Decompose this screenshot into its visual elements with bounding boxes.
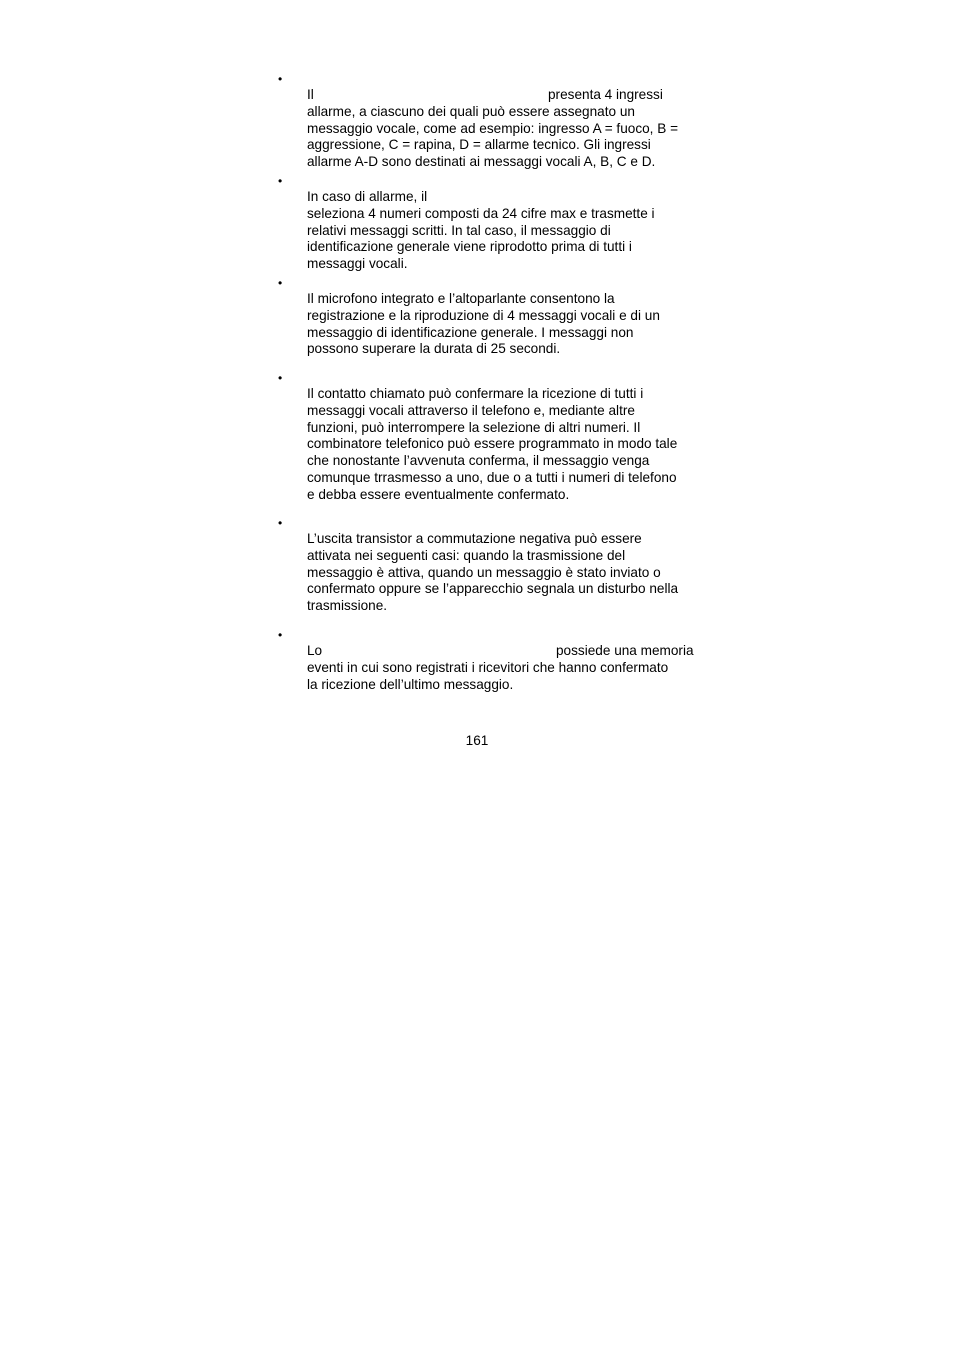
text-line: messaggio è attiva, quando un messaggio è stato inviato o <box>307 564 661 580</box>
text-line: che nonostante l’avvenuta conferma, il messaggio venga <box>307 453 650 469</box>
text-line: relativi messaggi scritti. In tal caso, il messaggio di <box>307 222 611 238</box>
text-line: Il microfono integrato e l’altoparlante consentono la <box>307 291 615 306</box>
text-line: messaggio vocale, come ad esempio: ingresso A = fuoco, B = <box>307 120 679 136</box>
text-line: messaggi vocali. <box>307 256 408 272</box>
bullet-icon: • <box>278 371 283 385</box>
text-line <box>307 87 707 104</box>
text-line: eventi in cui sono registrati i ricevitori che hanno confermato <box>307 659 669 675</box>
text-fragment: Il <box>307 87 314 102</box>
list-item-text <box>307 87 707 171</box>
list-item-text <box>307 291 707 358</box>
text-line: allarme, a ciascuno dei quali può essere assegnato un <box>307 103 635 119</box>
bullet-icon: • <box>278 174 283 188</box>
list-item-text <box>307 643 707 693</box>
text-line: comunque trrasmesso a uno, due o a tutti i numeri di telefono <box>307 469 677 485</box>
text-line: e debba essere eventualmente confermato. <box>307 486 570 502</box>
text-line: seleziona 4 numeri composti da 24 cifre max e trasmette i <box>307 205 655 221</box>
text-line: messaggi vocali attraverso il telefono e, mediante altre <box>307 402 635 418</box>
text-line: identificazione generale viene riprodotto prima di tutti i <box>307 239 632 255</box>
text-fragment: Lo <box>307 643 323 658</box>
list-item-text <box>307 531 707 615</box>
text-line <box>307 643 707 660</box>
text-line: Il contatto chiamato può confermare la ricezione di tutti i <box>307 386 644 401</box>
text-line: attivata nei seguenti casi: quando la trasmissione del <box>307 547 626 563</box>
bullet-icon: • <box>278 72 283 86</box>
text-line: In caso di allarme, il <box>307 189 428 204</box>
text-fragment: presenta 4 ingressi <box>548 87 663 102</box>
text-line: confermato oppure se l’apparecchio segnala un disturbo nella <box>307 581 679 597</box>
text-line: possono superare la durata di 25 secondi. <box>307 341 561 357</box>
bullet-icon: • <box>278 276 283 290</box>
text-line: L’uscita transistor a commutazione negativa può essere <box>307 531 642 546</box>
bullet-icon: • <box>278 516 283 530</box>
text-line: la ricezione dell’ultimo messaggio. <box>307 676 514 692</box>
text-line: funzioni, può interrompere la selezione di altri numeri. Il <box>307 419 641 435</box>
text-line: aggressione, C = rapina, D = allarme tecnico. Gli ingressi <box>307 137 651 153</box>
text-fragment: possiede una memoria <box>556 643 694 658</box>
text-line: trasmissione. <box>307 598 388 614</box>
page-number: 161 <box>465 733 489 748</box>
text-line: allarme A-D sono destinati ai messaggi vocali A, B, C e D. <box>307 154 656 170</box>
text-line: combinatore telefonico può essere programmato in modo tale <box>307 436 678 452</box>
list-item-text <box>307 386 707 504</box>
text-line: messaggio di identificazione generale. I messaggi non <box>307 324 634 340</box>
bullet-icon: • <box>278 628 283 642</box>
list-item-text <box>307 189 707 273</box>
text-line: registrazione e la riproduzione di 4 messaggi vocali e di un <box>307 307 660 323</box>
